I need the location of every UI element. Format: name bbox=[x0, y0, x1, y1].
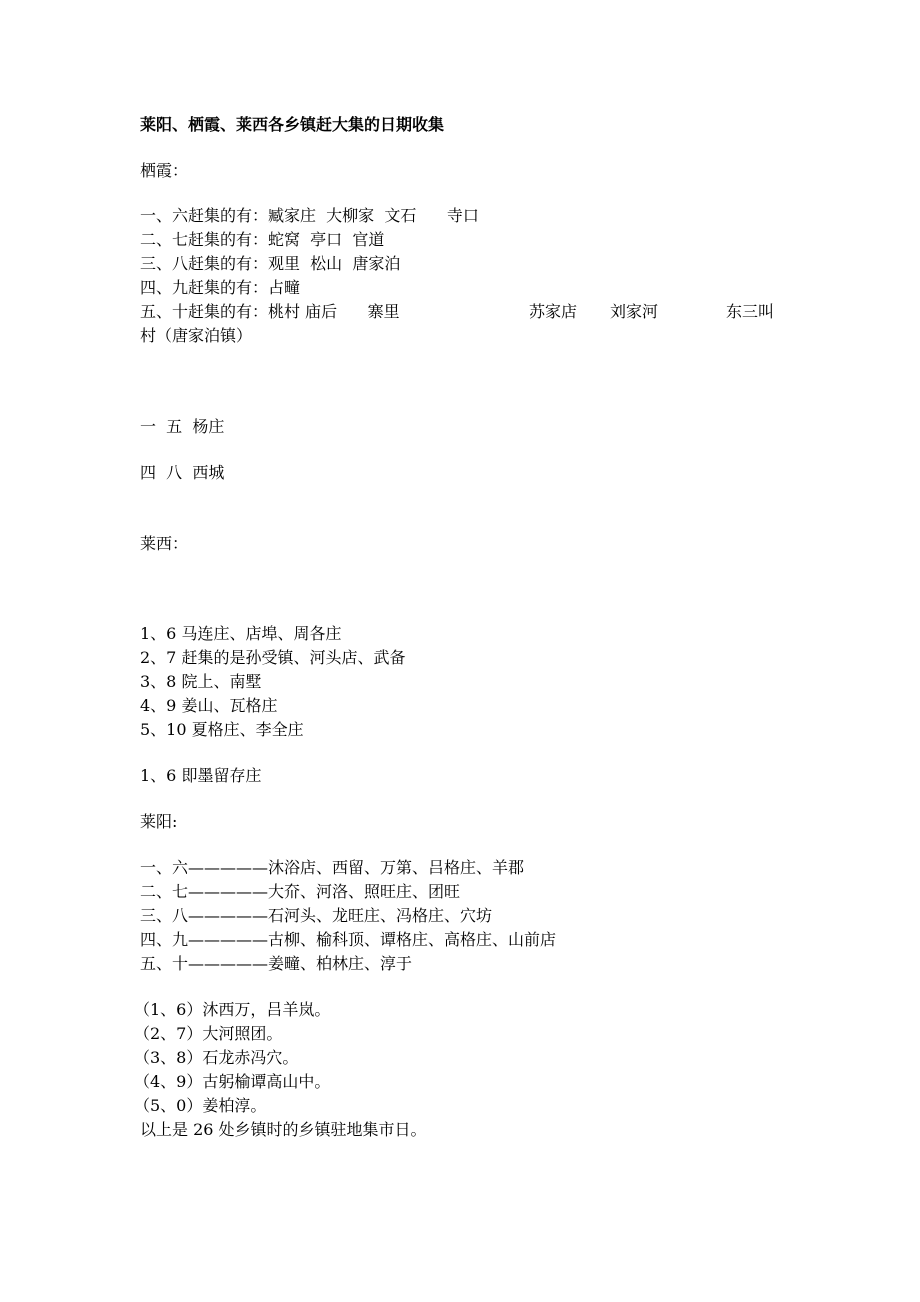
summary-line: 以上是 26 处乡镇时的乡镇驻地集市日。 bbox=[140, 1120, 427, 1139]
laiyang-line-4: 四、九—————古柳、榆科顶、谭格庄、高格庄、山前店 bbox=[140, 930, 557, 949]
qixia-line-5-wrap: 村（唐家泊镇） bbox=[140, 326, 253, 345]
qixia-extra-1: 一 五 杨庄 bbox=[140, 417, 225, 436]
qixia-extra-2: 四 八 西城 bbox=[140, 463, 225, 482]
laiyang-mnemonic-4: （4、9）古躬榆谭高山中。 bbox=[134, 1072, 331, 1091]
laiyang-line-3: 三、八—————石河头、龙旺庄、冯格庄、穴坊 bbox=[140, 906, 493, 925]
document-title: 莱阳、栖霞、莱西各乡镇赶大集的日期收集 bbox=[140, 115, 445, 134]
laiyang-line-5: 五、十—————姜疃、柏林庄、淳于 bbox=[140, 954, 413, 973]
laixi-extra: 1、6 即墨留存庄 bbox=[140, 766, 262, 785]
laixi-line-1: 1、6 马连庄、店埠、周各庄 bbox=[140, 624, 342, 643]
qixia-line-5-item-a: 苏家店 bbox=[529, 302, 578, 321]
laixi-line-3: 3、8 院上、南墅 bbox=[140, 672, 262, 691]
qixia-line-4: 四、九赶集的有：占疃 bbox=[140, 278, 301, 297]
qixia-line-5-item-b: 刘家河 bbox=[610, 302, 659, 321]
qixia-line-2: 二、七赶集的有：蛇窝 亭口 官道 bbox=[140, 230, 385, 249]
qixia-line-5-prefix: 五、十赶集的有：桃村 庙后 寨里 bbox=[140, 302, 400, 321]
qixia-line-3: 三、八赶集的有：观里 松山 唐家泊 bbox=[140, 254, 401, 273]
laixi-line-5: 5、10 夏格庄、李全庄 bbox=[140, 720, 304, 739]
section-heading-laiyang: 莱阳: bbox=[140, 812, 178, 831]
laiyang-mnemonic-5: （5、0）姜柏淳。 bbox=[134, 1096, 267, 1115]
section-heading-laixi: 莱西： bbox=[140, 534, 189, 553]
qixia-line-1: 一、六赶集的有：臧家庄 大柳家 文石 寺口 bbox=[140, 206, 479, 225]
laiyang-mnemonic-3: （3、8）石龙赤冯穴。 bbox=[134, 1048, 299, 1067]
section-heading-qixia: 栖霞： bbox=[140, 161, 189, 180]
laiyang-mnemonic-1: （1、6）沐西万，吕羊岚。 bbox=[134, 1000, 331, 1019]
laiyang-line-2: 二、七—————大夼、河洛、照旺庄、团旺 bbox=[140, 882, 461, 901]
laixi-line-2: 2、7 赶集的是孙受镇、河头店、武备 bbox=[140, 648, 406, 667]
laixi-line-4: 4、9 姜山、瓦格庄 bbox=[140, 696, 278, 715]
laiyang-mnemonic-2: （2、7）大河照团。 bbox=[134, 1024, 283, 1043]
laiyang-line-1: 一、六—————沐浴店、西留、万第、吕格庄、羊郡 bbox=[140, 858, 525, 877]
qixia-line-5-item-c: 东三叫 bbox=[726, 302, 775, 321]
